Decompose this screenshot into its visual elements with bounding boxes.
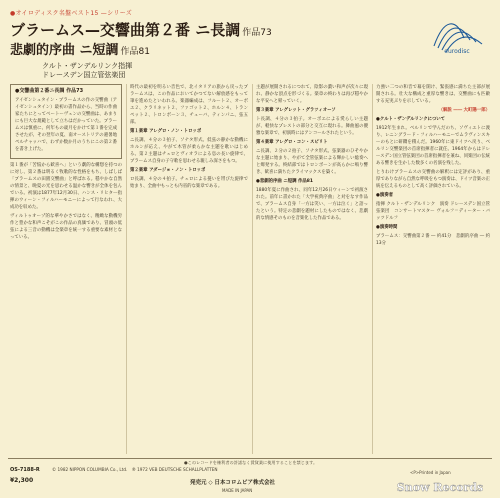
text-column-2 [130,84,248,454]
copyright-line: © 1982 NIPPON COLUMBIA Co., Ltd. ® 1972 VEB DEUTSCHE SCHALLPLATTEN [52,467,218,472]
price: ¥2,300 [10,477,34,484]
column-divider [252,84,253,454]
paragraph: 第１番が「苦悩から歓喜へ」という劇的な構想を持つのに対し、第２番は明るく牧歌的な性格をもち、しばしば「ブラームスの田園交響曲」と呼ばれる。穏やかな自然の情景と、晩夏の光を思わせる温かな響きが全体を包んでいる。初演は1877年12月30日、ハンス・リヒター指揮のウィーン・フィルハーモニーによって行なわれ、大成功を収めた。 [10,163,122,210]
subtitle-text: 悲劇的序曲 ニ短調 [10,43,119,58]
paragraph: 力強い二つの和音で幕を開け、緊張感に満ちた主部が展開される。壮大な構成と重厚な響きは、交響曲にも匹敵する充実ぶりを示している。 [376,85,490,104]
paragraph: ロ長調、４分の４拍子。チェロによる憂いを帯びた旋律で始まり、全曲中もっとも内省的な楽章である。 [130,177,248,189]
paragraph: ト長調、４分の３拍子。オーボエによる愛らしい主題が、軽快なプレストの部分と交互に現れる。舞曲風の優雅な楽章で、初演時にはアンコールされたという。 [256,117,368,136]
paragraph: とりわけブラームスの交響曲の解釈には定評があり、重厚でありながら自然な呼吸をもつ演奏は、ドイツ音楽の正統を伝えるものとして高く評価されている。 [376,170,490,189]
publisher: 発売元 ◇ 日本コロムビア株式会社 [190,480,276,486]
series-label: ●オイロディスク名盤ベスト15 —シリーズ [10,10,132,17]
paragraph: 主題が展開されるにつれて、陰影の濃い和声が次々に現れ、静かな頂点を形づくる。楽章の終わりは再び穏やかな平安へと帰っていく。 [256,85,368,104]
section-heading: ●演奏者 [376,193,394,198]
text-column-1 [10,84,122,454]
section-heading: 第４楽章 アレグロ・コン・スピリト [256,140,328,145]
section-heading: ●クルト・ザンデルリンクについて [376,117,446,122]
section-heading: 第３楽章 アレグレット・グラツィオーソ [256,108,336,113]
paragraph: ヴィルトゥオーゾ的な華やかさではなく、精緻な動機労作と豊かな和声こそがこの作品の真価であり、冒頭の低弦による三音の動機は全楽章を統一する重要な素材となっている。 [10,214,122,240]
paragraph: アイゼンシュタイン・ブラームスの作の交響曲（アイゼンシュタイン）最初の書作品から、当時の作曲家たちにとってベートーヴェンの交響曲は、あまりにも巨大な規範として立ちはだかっていた。ブラームスは慎重に、何年もの歳月をかけて第１番を完成させたが、その翌年の夏、南オーストリアの避暑地ペルチャッハで、わずか数か月のうちにこの第２番を書き上げた。 [15,98,117,152]
section-heading: 第１楽章 アレグロ・ノン・トロッポ [130,129,202,134]
opus-number: 作品73 [242,28,272,38]
title-text: ブラームス—交響曲第２番 ニ長調 [10,21,241,39]
paragraph: 指揮 クルト・ザンデルリンク 演奏 ドレースデン国立管弦楽団 コンサートマスター ヴォルフ＝ディーター・バッツドルフ [376,202,490,221]
author-attribution: （解説 ―― 大町陽一郎） [438,108,490,113]
text-column-3 [256,84,368,454]
album-subtitle [10,39,150,58]
catalog-number: OS-7188-R [10,467,40,473]
made-in-label: MADE IN JAPAN [222,488,253,493]
section-heading: ●悲劇的序曲 ニ短調 作品81 [256,179,313,184]
footer-rule [8,458,492,459]
paragraph: ニ長調、４分の３拍子、ソナタ形式。低弦の静かな動機にホルンが応え、やがて木管が柔らかな主題を歌いはじめる。第２主題はチェロとヴィオラによる息の長い旋律で、ブラームス自身の子守歌を思わせる親しみ深さをもつ。 [130,138,248,164]
logo-wordmark: eurodisc [444,48,470,55]
column-divider [372,84,373,454]
conductor: クルト・ザンデルリンク指揮 [42,62,133,70]
paragraph: 時代の最初を明るい音色で、北イタリアの旅から戻ったブラームスは、この作品においてかつてない解放感をもって筆を進めたといわれる。楽器編成は、フルート２、オーボエ２、クラリネット２、ファゴット２、ホルン４、トランペット２、トロンボーン３、チューバ、ティンパニ、弦五部。 [130,85,248,125]
paragraph: 1880年夏に作曲され、同年12月26日ウィーンで初演された。前年に書かれた「大学祝典序曲」と対をなす作品で、ブラームス自身「一方は笑い、一方は泣く」と語ったという。特定の悲劇を題材にしたものではなく、悲劇的な情感そのものを音楽化した作品である。 [256,188,368,221]
snow-records-watermark-icon [384,478,496,496]
orchestra: ドレースデン国立管弦楽団 [42,71,126,79]
section-heading: ●演奏時間 [376,225,398,230]
printed-note: <P>Printed in Japan [410,470,451,475]
paragraph: ニ長調、２分の２拍子、ソナタ形式。弦楽器のひそやかな主題に始まり、やがて全管弦楽による輝かしい総奏へと爆発する。終結部ではトロンボーンが高らかに鳴り響き、歓喜に満ちたクライマックスを築く。 [256,149,368,175]
rental-notice: ●このレコードを権利者の許諾なく賃貸業に使用することを禁じます。 [184,460,318,465]
text-column-4 [376,84,490,454]
section-heading: ●交響曲第２番ニ長調 作品73 [15,88,84,94]
work-box-symphony [10,84,122,159]
paragraph: ブラームス：交響曲第２番 ― 約41分 悲劇的序曲 ― 約13分 [376,234,490,246]
opus-number-sub: 作品81 [120,47,150,57]
album-title [10,19,272,40]
column-divider [126,84,127,454]
watermark-text: Snow Records [396,481,484,494]
section-heading: 第２楽章 アダージョ・ノン・トロッポ [130,168,206,173]
paragraph: 1912年生まれ。ベルリンで学んだのち、ソヴィエトに渡り、レニングラード・フィルハーモニーでムラヴィンスキーのもとに研鑽を積んだ。1960年に東ドイツへ戻り、ベルリン交響楽団の首席指揮者に就任。1964年からはドレースデン国立管弦楽団の首席指揮者を兼ね、同楽団の伝統ある響きを生かした数多くの名演を残した。 [376,126,490,166]
